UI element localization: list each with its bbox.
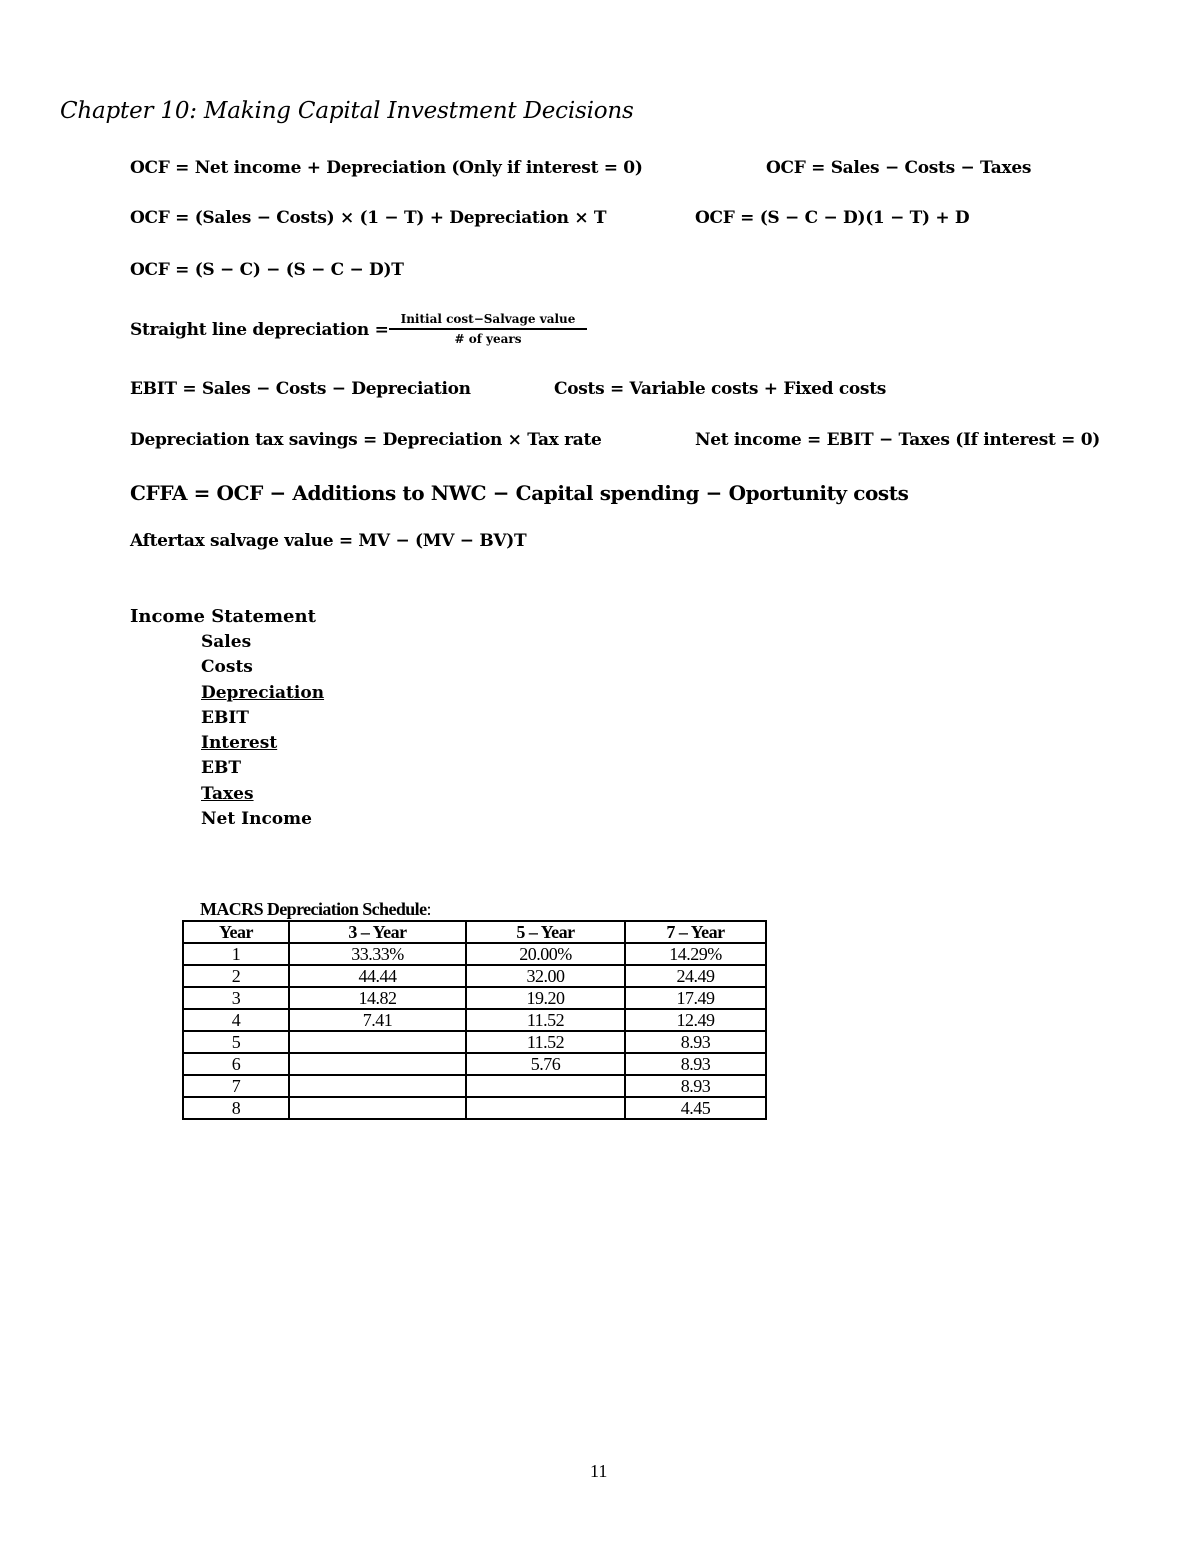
table-row — [183, 1009, 766, 1031]
cell-5-year — [466, 1075, 625, 1097]
formula-aftertax-salvage: Aftertax salvage value = MV − (MV − BV)T — [130, 531, 527, 551]
cell-3-year: 44.44 — [289, 965, 466, 987]
cell-year: 5 — [183, 1031, 289, 1053]
cell-7-year: 8.93 — [625, 1053, 766, 1075]
income-item-costs: Costs — [201, 657, 253, 678]
income-item-sales: Sales — [201, 632, 252, 652]
table-row — [183, 1053, 766, 1075]
macrs-title: MACRS Depreciation Schedule: — [200, 899, 431, 919]
cell-7-year: 4.45 — [625, 1097, 766, 1119]
cell-year: 1 — [183, 943, 289, 965]
cell-3-year: 7.41 — [289, 1009, 466, 1031]
header-3-year: 3 – Year — [289, 921, 466, 943]
table-row — [183, 1031, 766, 1053]
formula-ocf-short: OCF = (S − C − D)(1 − T) + D — [695, 208, 970, 228]
formula-ocf-tax-shield: OCF = (Sales − Costs) × (1 − T) + Depreciation × T — [130, 208, 607, 228]
cell-5-year — [466, 1097, 625, 1119]
cell-year: 2 — [183, 965, 289, 987]
cell-7-year: 8.93 — [625, 1031, 766, 1053]
formula-ebit: EBIT = Sales − Costs − Depreciation — [130, 379, 471, 399]
cell-3-year: 14.82 — [289, 987, 466, 1009]
cell-7-year: 24.49 — [625, 965, 766, 987]
cell-year: 4 — [183, 1009, 289, 1031]
page-number: 11 — [590, 1461, 608, 1481]
fraction-denominator: # of years — [454, 332, 522, 346]
income-item-taxes: Taxes — [201, 783, 254, 804]
table-row — [183, 965, 766, 987]
table-row — [183, 1097, 766, 1119]
cell-5-year: 19.20 — [466, 987, 625, 1009]
straight-line-fraction — [389, 312, 587, 346]
header-5-year: 5 – Year — [466, 921, 625, 943]
income-item-depreciation: Depreciation — [201, 682, 325, 703]
cell-7-year: 17.49 — [625, 987, 766, 1009]
income-statement-heading: Income Statement — [130, 606, 316, 627]
fraction-numerator: Initial cost−Salvage value — [389, 312, 587, 330]
cell-3-year — [289, 1031, 466, 1053]
header-year: Year — [183, 921, 289, 943]
table-row — [183, 1075, 766, 1097]
cell-7-year: 14.29% — [625, 943, 766, 965]
formula-ocf-sales-costs-taxes: OCF = Sales − Costs − Taxes — [766, 158, 1032, 178]
income-item-net-income: Net Income — [201, 809, 312, 830]
cell-year: 7 — [183, 1075, 289, 1097]
income-statement-list — [201, 632, 324, 834]
header-7-year: 7 – Year — [625, 921, 766, 943]
cell-3-year — [289, 1075, 466, 1097]
income-item-ebt: EBT — [201, 758, 241, 779]
formula-ocf-top-down: OCF = (S − C) − (S − C − D)T — [130, 260, 404, 280]
cell-5-year: 5.76 — [466, 1053, 625, 1075]
cell-3-year — [289, 1053, 466, 1075]
cell-5-year: 20.00% — [466, 943, 625, 965]
cell-year: 3 — [183, 987, 289, 1009]
formula-cffa: CFFA = OCF − Additions to NWC − Capital spending − Oportunity costs — [130, 481, 909, 505]
income-item-interest: Interest — [201, 733, 278, 754]
formula-dep-tax-savings: Depreciation tax savings = Depreciation × Tax rate — [130, 430, 602, 450]
cell-3-year: 33.33% — [289, 943, 466, 965]
cell-3-year — [289, 1097, 466, 1119]
cell-5-year: 11.52 — [466, 1009, 625, 1031]
cell-5-year: 11.52 — [466, 1031, 625, 1053]
income-item-ebit: EBIT — [201, 707, 249, 728]
formula-costs: Costs = Variable costs + Fixed costs — [554, 379, 887, 399]
macrs-table — [182, 920, 767, 1120]
table-row — [183, 943, 766, 965]
formula-net-income: Net income = EBIT − Taxes (If interest = 0) — [695, 430, 1100, 450]
formula-straight-line-label: Straight line depreciation = — [130, 320, 389, 340]
cell-year: 8 — [183, 1097, 289, 1119]
formula-ocf-net-income: OCF = Net income + Depreciation (Only if interest = 0) — [130, 158, 643, 178]
chapter-title: Chapter 10: Making Capital Investment Decisions — [60, 98, 634, 124]
cell-7-year: 8.93 — [625, 1075, 766, 1097]
cell-year: 6 — [183, 1053, 289, 1075]
cell-7-year: 12.49 — [625, 1009, 766, 1031]
table-row — [183, 987, 766, 1009]
table-header-row — [183, 921, 766, 943]
cell-5-year: 32.00 — [466, 965, 625, 987]
